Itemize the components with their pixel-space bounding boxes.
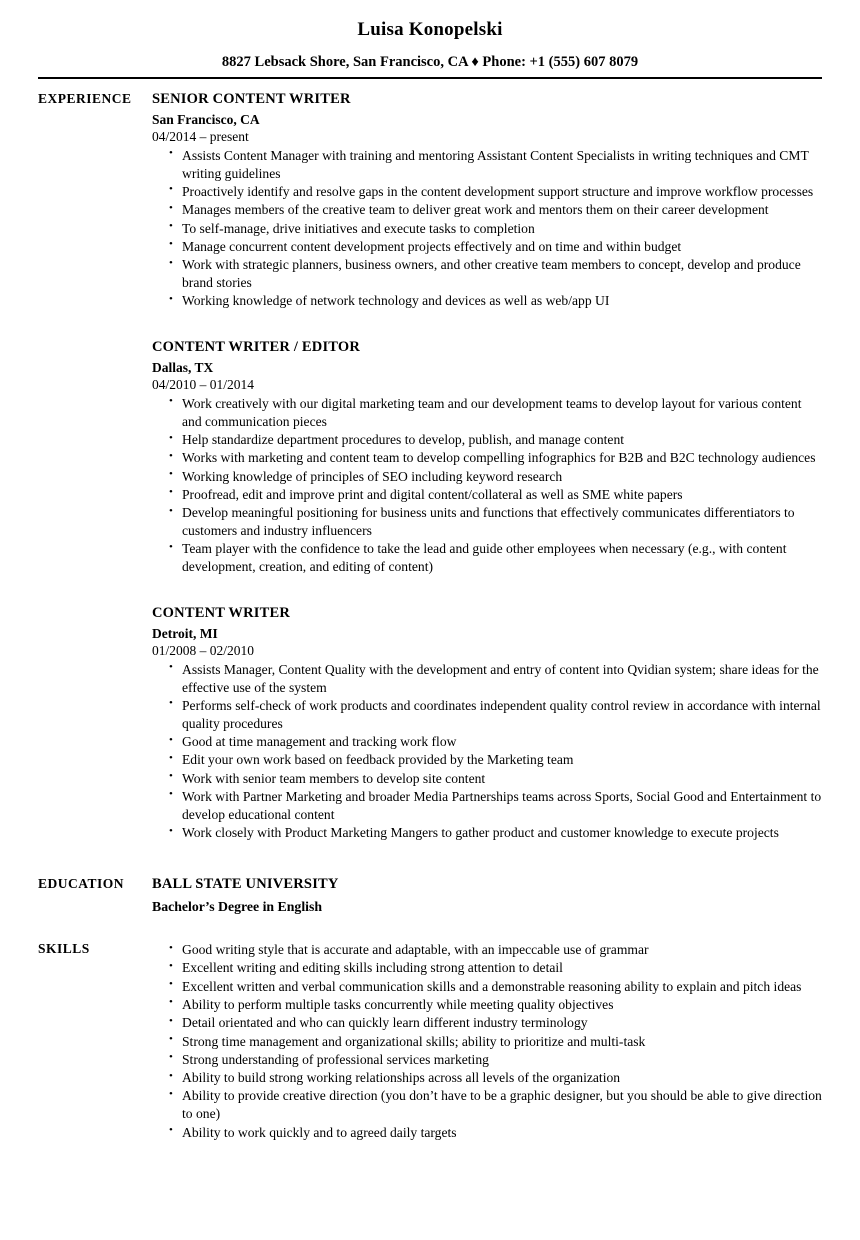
diamond-separator-icon: ♦ [471,53,479,70]
contact-line [0,53,860,71]
job-entry [152,604,824,842]
job-bullet-list [152,661,824,842]
skill-bullet: • Strong understanding of professional services marketing [152,1051,824,1069]
job-bullet: • Manage concurrent content development projects effectively and on time and within budget [152,238,824,256]
job-bullet: • Work closely with Product Marketing Mangers to gather product and customer knowledge to execute projects [152,824,824,842]
job-bullet: • Work with strategic planners, business owners, and other creative team members to concept, develop and produce brand stories [152,256,824,292]
skill-bullet: • Ability to build strong working relationships across all levels of the organization [152,1069,824,1087]
skills-bullet-list [152,941,824,1141]
resume-header [0,0,860,79]
experience-section [0,90,860,842]
education-school: BALL STATE UNIVERSITY [152,876,339,893]
job-location: San Francisco, CA [152,111,260,127]
job-bullet: • Work creatively with our digital marketing team and our development teams to develop layout for various content and communication pieces [152,395,824,431]
education-section [0,875,860,916]
section-label-skills: SKILLS [38,941,90,957]
skill-bullet: • Good writing style that is accurate and adaptable, with an impeccable use of grammar [152,941,824,959]
job-bullet: • Work with senior team members to develop site content [152,770,824,788]
job-bullet: • Develop meaningful positioning for business units and functions that effectively communicates differentiators to customers and industry influencers [152,504,824,540]
section-label-experience: EXPERIENCE [38,90,132,106]
job-dates: 04/2010 – 01/2014 [152,377,255,393]
skills-entries [152,940,824,1142]
experience-entries [152,90,824,842]
job-bullet: • Edit your own work based on feedback provided by the Marketing team [152,751,824,769]
job-bullet: • To self-manage, drive initiatives and execute tasks to completion [152,220,824,238]
skill-bullet: • Ability to provide creative direction (you don’t have to be a graphic designer, but you should be able to give direction to one) [152,1087,824,1123]
contact-phone: Phone: +1 (555) 607 8079 [482,53,639,70]
education-degree: Bachelor’s Degree in English [152,899,323,915]
skill-bullet: • Detail orientated and who can quickly learn different industry terminology [152,1014,824,1032]
job-title: SENIOR CONTENT WRITER [152,90,351,107]
job-bullet: • Work with Partner Marketing and broader Media Partnerships teams across Sports, Social Good and Entertainment to develop educational content [152,788,824,824]
skill-bullet: • Ability to work quickly and to agreed daily targets [152,1124,824,1142]
job-bullet: • Proactively identify and resolve gaps in the content development support structure and improve workflow processes [152,183,824,201]
skill-bullet: • Excellent writing and editing skills including strong attention to detail [152,959,824,977]
job-bullet-list [152,395,824,576]
job-bullet: • Performs self-check of work products and coordinates independent quality control review in accordance with internal quality procedures [152,697,824,733]
skill-bullet: • Ability to perform multiple tasks concurrently while meeting quality objectives [152,996,824,1014]
job-location: Dallas, TX [152,359,214,375]
job-bullet: • Good at time management and tracking work flow [152,733,824,751]
section-label-education: EDUCATION [38,876,125,892]
job-bullet: • Assists Manager, Content Quality with the development and entry of content into Qvidian system; share ideas for the effective use of the system [152,661,824,697]
skills-section [0,940,860,1142]
skill-bullet: • Strong time management and organizational skills; ability to prioritize and multi-task [152,1033,824,1051]
job-entry [152,90,824,310]
job-bullet-list [152,147,824,310]
job-bullet: • Working knowledge of principles of SEO including keyword research [152,468,824,486]
candidate-name: Luisa Konopelski [357,19,503,40]
job-title: CONTENT WRITER / EDITOR [152,338,361,355]
education-entries [152,875,824,916]
job-bullet: • Proofread, edit and improve print and digital content/collateral as well as SME white papers [152,486,824,504]
job-bullet: • Works with marketing and content team to develop compelling infographics for B2B and B2C technology audiences [152,449,824,467]
job-bullet: • Working knowledge of network technology and devices as well as web/app UI [152,292,824,310]
job-bullet: • Team player with the confidence to take the lead and guide other employees when necessary (e.g., with content development, creation, and editing of content) [152,540,824,576]
job-dates: 04/2014 – present [152,129,249,145]
contact-address: 8827 Lebsack Shore, San Francisco, CA [221,53,468,70]
education-entry [152,875,824,916]
job-entry [152,338,824,576]
job-dates: 01/2008 – 02/2010 [152,643,255,659]
skill-bullet: • Excellent written and verbal communication skills and a demonstrable reasoning ability to explain and pitch ideas [152,978,824,996]
job-title: CONTENT WRITER [152,604,291,621]
header-divider [38,77,822,79]
job-bullet: • Assists Content Manager with training and mentoring Assistant Content Specialists in writing techniques and CMT writing guidelines [152,147,824,183]
job-location: Detroit, MI [152,625,218,641]
job-bullet: • Manages members of the creative team to deliver great work and mentors them on their career development [152,201,824,219]
job-bullet: • Help standardize department procedures to develop, publish, and manage content [152,431,824,449]
